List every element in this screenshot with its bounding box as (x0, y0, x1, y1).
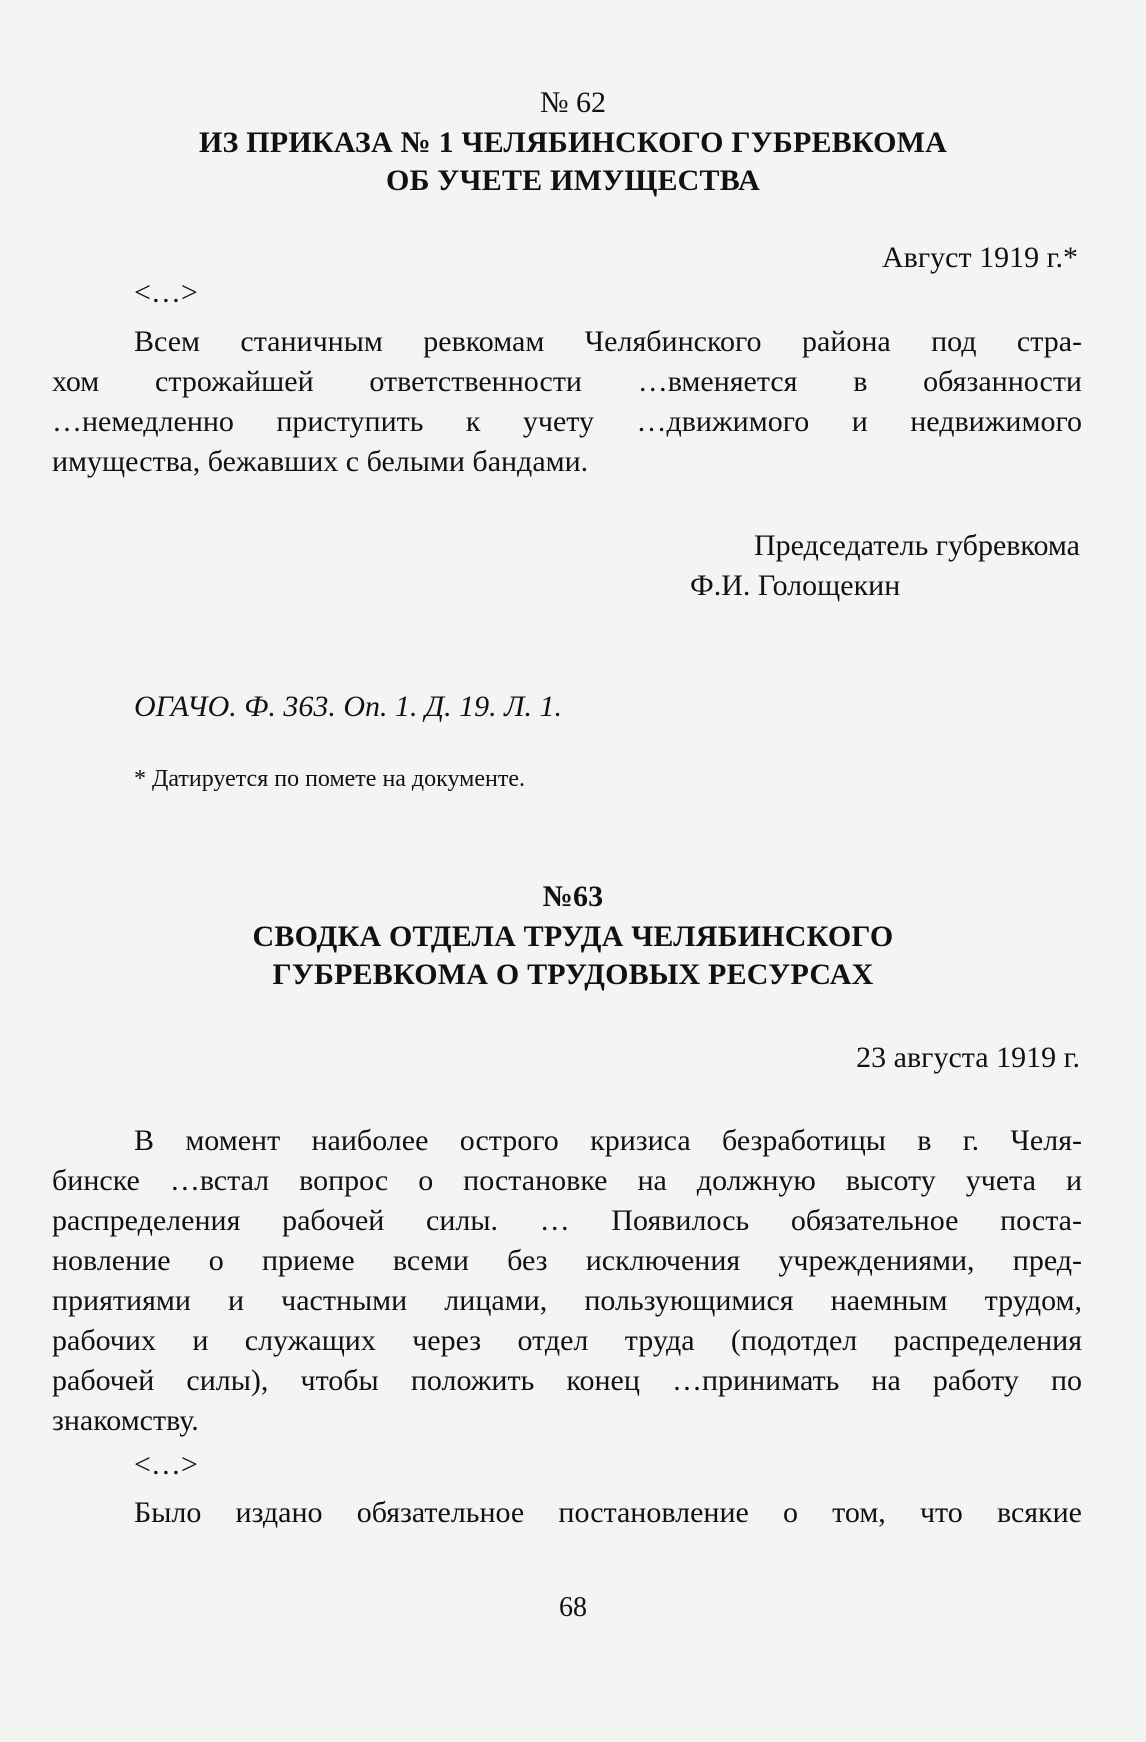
paragraph-line: новление о приеме всеми без исключения учреждениями, пред- (52, 1244, 1082, 1277)
paragraph-line: бинске …встал вопрос о постановке на должную высоту учета и (52, 1164, 1082, 1197)
document-date: 23 августа 1919 г. (856, 1041, 1080, 1074)
signature-name: Ф.И. Голощекин (690, 569, 901, 602)
paragraph-line: В момент наиболее острого кризиса безработицы в г. Челя- (134, 1124, 1082, 1157)
document-title-line-2: ГУБРЕВКОМА О ТРУДОВЫХ РЕСУРСАХ (272, 958, 874, 991)
footnote: * Датируется по помете на документе. (134, 766, 525, 792)
document-title-line-1: ИЗ ПРИКАЗА № 1 ЧЕЛЯБИНСКОГО ГУБРЕВКОМА (198, 126, 948, 159)
paragraph-line: хом строжайшей ответственности …вменяется в обязанности (52, 365, 1082, 398)
document-number: №63 (542, 880, 604, 913)
page-number: 68 (559, 1592, 587, 1623)
paragraph-line: …немедленно приступить к учету …движимого и недвижимого (52, 405, 1082, 438)
omission-mark: <…> (134, 1448, 198, 1481)
paragraph-line: распределения рабочей силы. … Появилось обязательное поста- (52, 1204, 1082, 1237)
document-title-line-2: ОБ УЧЕТЕ ИМУЩЕСТВА (386, 164, 760, 197)
paragraph-line: рабочей силы), чтобы положить конец …принимать на работу по (52, 1364, 1082, 1397)
paragraph-line: знакомству. (52, 1404, 199, 1437)
archive-reference: ОГАЧО. Ф. 363. Оп. 1. Д. 19. Л. 1. (134, 690, 562, 723)
paragraph-line: приятиями и частными лицами, пользующимися наемным трудом, (52, 1284, 1082, 1317)
paragraph-line: Было издано обязательное постановление о том, что всякие (134, 1496, 1082, 1529)
omission-mark: <…> (134, 276, 198, 309)
paragraph-line: Всем станичным ревкомам Челябинского района под стра- (134, 325, 1082, 358)
signature-title: Председатель губревкома (753, 529, 1080, 562)
paragraph-line: имущества, бежавших с белыми бандами. (52, 445, 589, 478)
document-number: № 62 (539, 86, 607, 119)
document-date: Август 1919 г.* (882, 241, 1078, 274)
document-title-line-1: СВОДКА ОТДЕЛА ТРУДА ЧЕЛЯБИНСКОГО (252, 920, 894, 953)
paragraph-line: рабочих и служащих через отдел труда (подотдел распределения (52, 1324, 1082, 1357)
